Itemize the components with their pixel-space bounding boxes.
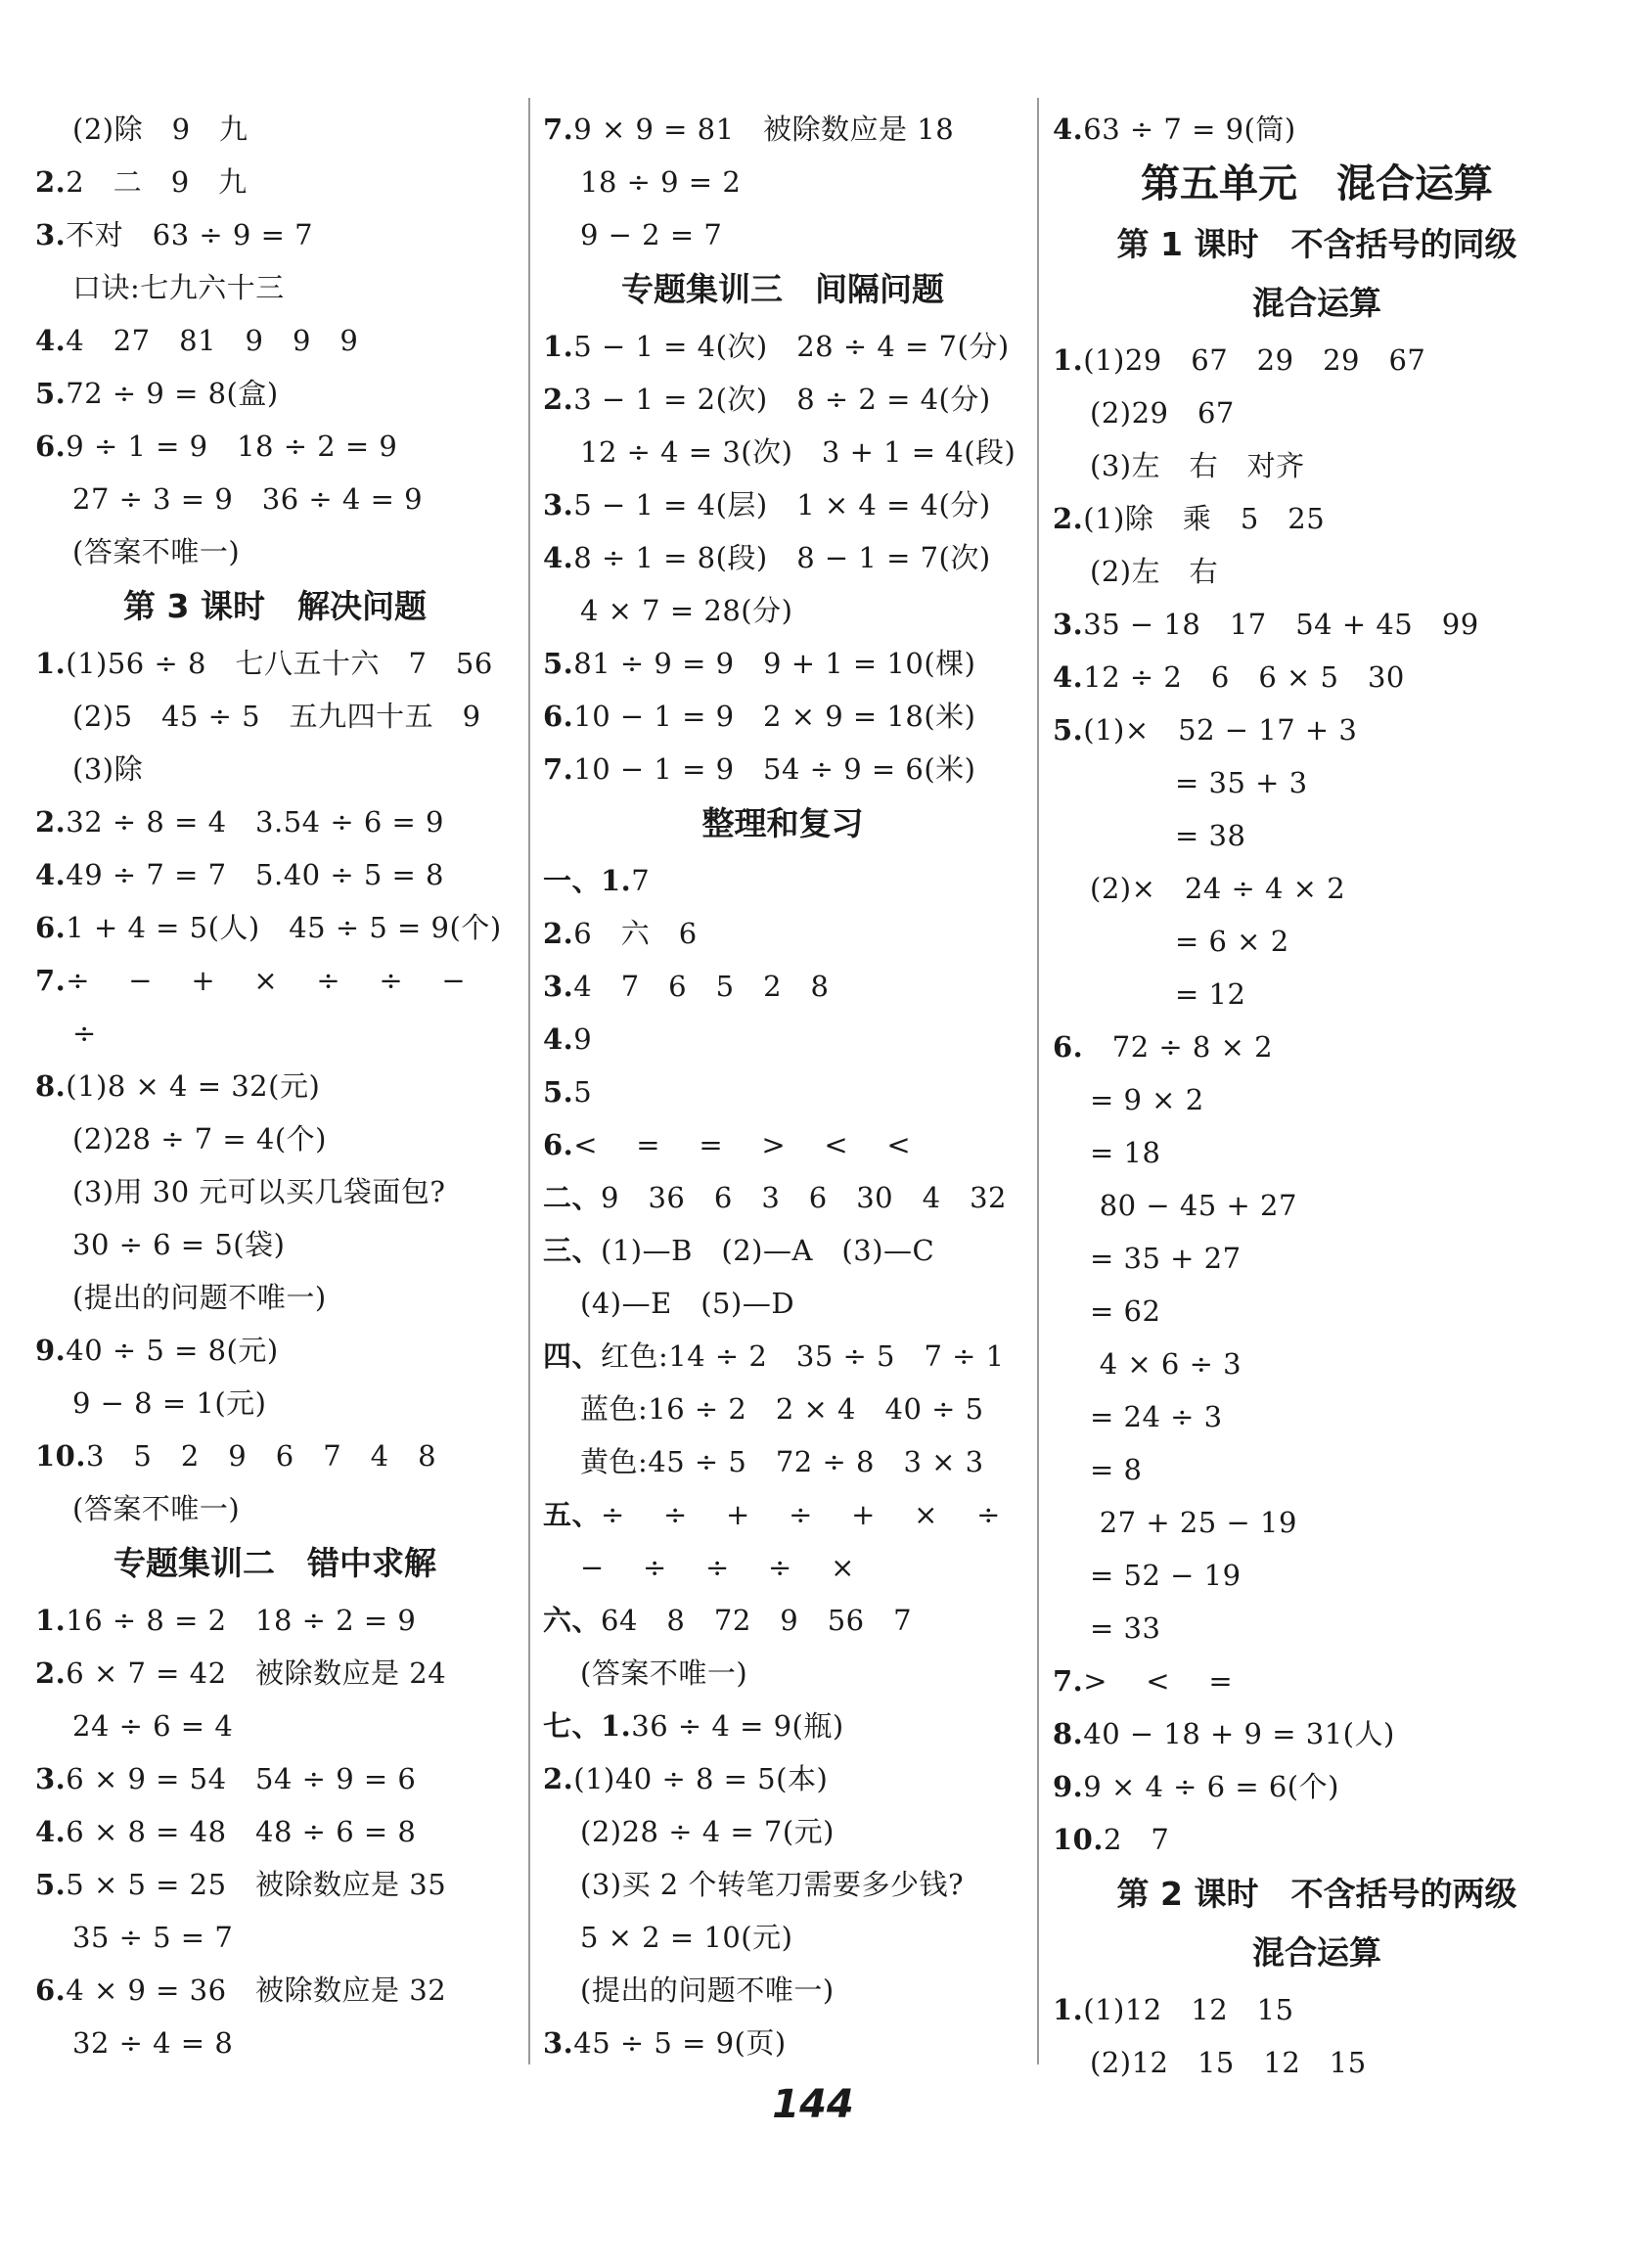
item-number: 3. bbox=[35, 1762, 67, 1795]
item-number: 4. bbox=[35, 324, 67, 357]
item-text: 6 六 6 bbox=[573, 917, 698, 950]
answer-line: (2)29 67 bbox=[1090, 396, 1235, 430]
item-number: 1. bbox=[35, 1604, 67, 1637]
answer-line: 24 ÷ 6 = 4 bbox=[72, 1709, 234, 1743]
answer-item bbox=[543, 1594, 1022, 1647]
item-number: 6. bbox=[35, 911, 67, 944]
answer-line: 18 ÷ 9 = 2 bbox=[580, 165, 742, 199]
answer-line: 30 ÷ 6 = 5(袋) bbox=[72, 1228, 286, 1261]
item-text: 10 − 1 = 9 2 × 9 = 18(米) bbox=[573, 700, 976, 733]
item-number: 5. bbox=[1053, 713, 1084, 747]
answer-line: 32 ÷ 4 = 8 bbox=[72, 2026, 234, 2060]
answer-item bbox=[1053, 651, 1581, 703]
answer-line: = 62 bbox=[1090, 1294, 1161, 1328]
answer-item bbox=[543, 1171, 1022, 1224]
item-number: 二、 bbox=[543, 1181, 602, 1214]
item-text: (1)除 乘 5 25 bbox=[1083, 502, 1326, 535]
answer-line: 27 + 25 − 19 bbox=[1090, 1506, 1297, 1539]
page-number: 144 bbox=[772, 2082, 854, 2127]
item-text: 6 × 8 = 48 48 ÷ 6 = 8 bbox=[66, 1815, 417, 1848]
answer-item bbox=[1053, 1813, 1581, 1866]
item-number: 1. bbox=[1053, 343, 1084, 377]
answer-item bbox=[543, 743, 1022, 795]
item-text: 64 8 72 9 56 7 bbox=[601, 1604, 913, 1637]
answer-line: (3)左 右 对齐 bbox=[1090, 449, 1305, 482]
item-number: 6. bbox=[1053, 1030, 1084, 1064]
answer-item bbox=[1053, 1021, 1581, 1073]
item-number: 五、 bbox=[543, 1498, 602, 1531]
item-number: 4. bbox=[1053, 660, 1084, 694]
answer-item bbox=[1053, 598, 1581, 651]
item-text: 9 bbox=[573, 1022, 593, 1056]
answer-line: 口诀:七九六十三 bbox=[72, 271, 285, 304]
item-text: 不对 63 ÷ 9 = 7 bbox=[66, 218, 314, 251]
item-number: 三、 bbox=[543, 1234, 602, 1267]
answer-line: = 35 + 27 bbox=[1090, 1242, 1242, 1275]
item-number: 5. bbox=[35, 377, 67, 410]
answer-line: ÷ bbox=[72, 1017, 97, 1050]
item-number: 一、1. bbox=[543, 864, 632, 897]
answer-item bbox=[35, 1324, 515, 1377]
answer-item bbox=[35, 156, 515, 208]
answer-item bbox=[35, 367, 515, 420]
section-heading: 第 1 课时 不含括号的同级 bbox=[1116, 225, 1517, 263]
answer-item bbox=[543, 478, 1022, 531]
item-text: 81 ÷ 9 = 9 9 + 1 = 10(棵) bbox=[573, 647, 976, 680]
answer-item bbox=[543, 1224, 1022, 1277]
item-number: 8. bbox=[1053, 1717, 1084, 1750]
item-text: 红色:14 ÷ 2 35 ÷ 5 7 ÷ 1 bbox=[601, 1339, 1005, 1373]
answer-item bbox=[543, 531, 1022, 584]
answer-line: (提出的问题不唯一) bbox=[580, 1973, 835, 2007]
answer-column-1 bbox=[35, 103, 515, 2069]
item-number: 六、 bbox=[543, 1604, 602, 1637]
item-number: 6. bbox=[35, 1973, 67, 2007]
answer-line: = 24 ÷ 3 bbox=[1090, 1400, 1223, 1433]
answer-line: (3)用 30 元可以买几袋面包? bbox=[72, 1175, 446, 1208]
item-text: 7 bbox=[631, 864, 651, 897]
item-number: 5. bbox=[543, 1075, 574, 1109]
answer-item bbox=[1053, 703, 1581, 756]
item-number: 四、 bbox=[543, 1339, 602, 1373]
answer-item bbox=[543, 1488, 1022, 1541]
item-text: 72 ÷ 9 = 8(盒) bbox=[66, 377, 279, 410]
section-heading: 专题集训二 错中求解 bbox=[113, 1544, 436, 1582]
answer-line: (2)12 15 12 15 bbox=[1090, 2046, 1367, 2079]
answer-line: 80 − 45 + 27 bbox=[1090, 1189, 1297, 1222]
column-divider-right bbox=[1037, 98, 1039, 2064]
item-text: 3 5 2 9 6 7 4 8 bbox=[85, 1439, 437, 1473]
item-text: 8 ÷ 1 = 8(段) 8 − 1 = 7(次) bbox=[573, 541, 991, 574]
item-number: 2. bbox=[1053, 502, 1084, 535]
answer-item bbox=[35, 208, 515, 261]
item-number: 10. bbox=[35, 1439, 86, 1473]
answer-line: (3)除 bbox=[72, 752, 144, 786]
answer-item bbox=[543, 103, 1022, 156]
answer-item bbox=[1053, 1760, 1581, 1813]
item-text: < = = > < < bbox=[573, 1128, 912, 1161]
answer-item bbox=[543, 1013, 1022, 1066]
answer-line: (答案不唯一) bbox=[72, 1492, 241, 1525]
item-text: 12 ÷ 2 6 6 × 5 30 bbox=[1083, 660, 1405, 694]
item-text: (1)—B (2)—A (3)—C bbox=[601, 1234, 935, 1267]
answer-item bbox=[1053, 492, 1581, 545]
item-text: 6 × 7 = 42 被除数应是 24 bbox=[66, 1656, 447, 1690]
section-heading: 混合运算 bbox=[1252, 284, 1381, 322]
item-text: 5 bbox=[573, 1075, 593, 1109]
answer-line: − ÷ ÷ ÷ × bbox=[580, 1551, 855, 1584]
item-text: > < = bbox=[1083, 1664, 1234, 1698]
answer-line: (答案不唯一) bbox=[72, 535, 241, 568]
item-text: ÷ − + × ÷ ÷ − bbox=[66, 964, 467, 997]
answer-line: (2)5 45 ÷ 5 五九四十五 9 bbox=[72, 700, 481, 733]
answer-line: = 52 − 19 bbox=[1090, 1559, 1242, 1592]
answer-line: (提出的问题不唯一) bbox=[72, 1281, 327, 1314]
item-number: 6. bbox=[35, 430, 67, 463]
answer-item bbox=[35, 1858, 515, 1911]
item-number: 4. bbox=[1053, 113, 1084, 146]
item-text: (1)29 67 29 29 67 bbox=[1083, 343, 1426, 377]
answer-item bbox=[543, 2017, 1022, 2069]
answer-item bbox=[543, 1752, 1022, 1805]
answer-line: = 35 + 3 bbox=[1175, 766, 1308, 799]
item-text: 9 ÷ 1 = 9 18 ÷ 2 = 9 bbox=[66, 430, 398, 463]
answer-line: 黄色:45 ÷ 5 72 ÷ 8 3 × 3 bbox=[580, 1445, 984, 1478]
item-text: 32 ÷ 8 = 4 3.54 ÷ 6 = 9 bbox=[66, 805, 444, 839]
answer-item bbox=[1053, 1707, 1581, 1760]
answer-item bbox=[543, 1118, 1022, 1171]
item-text: (1)× 52 − 17 + 3 bbox=[1083, 713, 1358, 747]
item-number: 4. bbox=[543, 1022, 574, 1056]
item-text: 36 ÷ 4 = 9(瓶) bbox=[631, 1709, 844, 1743]
section-heading: 混合运算 bbox=[1252, 1933, 1381, 1972]
answer-column-2 bbox=[543, 103, 1022, 2069]
item-number: 2. bbox=[543, 383, 574, 416]
item-text: 49 ÷ 7 = 7 5.40 ÷ 5 = 8 bbox=[66, 858, 444, 891]
answer-item bbox=[35, 420, 515, 473]
item-text: ÷ ÷ + ÷ + × ÷ bbox=[601, 1498, 1001, 1531]
answer-line: (2)28 ÷ 7 = 4(个) bbox=[72, 1122, 327, 1156]
answer-line: = 6 × 2 bbox=[1175, 925, 1289, 958]
item-text: 1 + 4 = 5(人) 45 ÷ 5 = 9(个) bbox=[66, 911, 502, 944]
answer-item bbox=[1053, 1983, 1581, 2036]
item-number: 3. bbox=[543, 488, 574, 522]
answer-line: 27 ÷ 3 = 9 36 ÷ 4 = 9 bbox=[72, 482, 424, 516]
item-text: 40 − 18 + 9 = 31(人) bbox=[1083, 1717, 1395, 1750]
item-number: 3. bbox=[543, 2026, 574, 2060]
answer-line: 蓝色:16 ÷ 2 2 × 4 40 ÷ 5 bbox=[580, 1392, 984, 1426]
item-text: 4 7 6 5 2 8 bbox=[573, 970, 830, 1003]
item-text: 5 − 1 = 4(次) 28 ÷ 4 = 7(分) bbox=[573, 330, 1010, 363]
item-number: 2. bbox=[35, 1656, 67, 1690]
item-number: 6. bbox=[543, 1128, 574, 1161]
answer-item bbox=[543, 637, 1022, 690]
answer-line: = 9 × 2 bbox=[1090, 1083, 1204, 1116]
item-number: 10. bbox=[1053, 1823, 1104, 1856]
answer-line: = 8 bbox=[1090, 1453, 1143, 1486]
answer-line: 4 × 7 = 28(分) bbox=[580, 594, 793, 627]
answer-item bbox=[35, 795, 515, 848]
answer-item bbox=[35, 1429, 515, 1482]
item-text: 10 − 1 = 9 54 ÷ 9 = 6(米) bbox=[573, 752, 976, 786]
item-text: 63 ÷ 7 = 9(筒) bbox=[1083, 113, 1296, 146]
answer-line: (2)左 右 bbox=[1090, 555, 1219, 588]
item-text: 3 − 1 = 2(次) 8 ÷ 2 = 4(分) bbox=[573, 383, 991, 416]
answer-line: = 38 bbox=[1175, 819, 1246, 852]
item-text: 72 ÷ 8 × 2 bbox=[1083, 1030, 1274, 1064]
section-heading: 第五单元 混合运算 bbox=[1141, 161, 1493, 206]
item-text: 9 36 6 3 6 30 4 32 bbox=[601, 1181, 1007, 1214]
answer-item bbox=[543, 1066, 1022, 1118]
item-number: 6. bbox=[543, 700, 574, 733]
answer-item bbox=[543, 690, 1022, 743]
item-number: 4. bbox=[35, 858, 67, 891]
answer-item bbox=[543, 1330, 1022, 1383]
item-text: 4 × 9 = 36 被除数应是 32 bbox=[66, 1973, 447, 2007]
answer-line: (答案不唯一) bbox=[580, 1656, 748, 1690]
item-text: 16 ÷ 8 = 2 18 ÷ 2 = 9 bbox=[66, 1604, 417, 1637]
item-number: 3. bbox=[543, 970, 574, 1003]
item-text: 6 × 9 = 54 54 ÷ 9 = 6 bbox=[66, 1762, 417, 1795]
item-text: 5 − 1 = 4(层) 1 × 4 = 4(分) bbox=[573, 488, 991, 522]
item-text: 45 ÷ 5 = 9(页) bbox=[573, 2026, 787, 2060]
answer-line: (2)除 9 九 bbox=[72, 113, 248, 146]
answer-item bbox=[35, 1805, 515, 1858]
answer-line: (4)—E (5)—D bbox=[580, 1287, 795, 1320]
item-text: (1)56 ÷ 8 七八五十六 7 56 bbox=[66, 647, 493, 680]
item-number: 5. bbox=[35, 1868, 67, 1901]
answer-item bbox=[35, 848, 515, 901]
answer-item bbox=[35, 1060, 515, 1112]
answer-item bbox=[543, 960, 1022, 1013]
section-heading: 第 3 课时 解决问题 bbox=[123, 587, 427, 625]
item-number: 7. bbox=[1053, 1664, 1084, 1698]
section-heading: 专题集训三 间隔问题 bbox=[621, 270, 944, 308]
item-text: 9 × 4 ÷ 6 = 6(个) bbox=[1083, 1770, 1339, 1803]
answer-line: 9 − 2 = 7 bbox=[580, 218, 723, 251]
item-text: 35 − 18 17 54 + 45 99 bbox=[1083, 608, 1479, 641]
answer-item bbox=[1053, 103, 1581, 156]
item-number: 1. bbox=[35, 647, 67, 680]
item-number: 9. bbox=[1053, 1770, 1084, 1803]
answer-column-3 bbox=[1053, 103, 1581, 2089]
answer-item bbox=[35, 954, 515, 1007]
answer-item bbox=[35, 1964, 515, 2017]
answer-line: (2)× 24 ÷ 4 × 2 bbox=[1090, 872, 1346, 905]
item-number: 2. bbox=[35, 165, 67, 199]
item-number: 8. bbox=[35, 1069, 67, 1103]
item-number: 7. bbox=[543, 113, 574, 146]
answer-item bbox=[35, 1752, 515, 1805]
answer-item bbox=[1053, 334, 1581, 386]
answer-item bbox=[35, 1594, 515, 1647]
section-heading: 第 2 课时 不含括号的两级 bbox=[1116, 1875, 1517, 1913]
answer-line: 9 − 8 = 1(元) bbox=[72, 1386, 267, 1420]
item-text: (1)40 ÷ 8 = 5(本) bbox=[573, 1762, 829, 1795]
item-number: 3. bbox=[1053, 608, 1084, 641]
item-number: 7. bbox=[543, 752, 574, 786]
item-number: 1. bbox=[1053, 1993, 1084, 2026]
answer-item bbox=[35, 901, 515, 954]
item-number: 2. bbox=[35, 805, 67, 839]
item-number: 2. bbox=[543, 1762, 574, 1795]
item-number: 1. bbox=[543, 330, 574, 363]
answer-line: = 33 bbox=[1090, 1611, 1161, 1645]
answer-line: 35 ÷ 5 = 7 bbox=[72, 1921, 234, 1954]
answer-line: = 18 bbox=[1090, 1136, 1161, 1169]
answer-item bbox=[543, 1700, 1022, 1752]
answer-item bbox=[35, 314, 515, 367]
item-text: (1)8 × 4 = 32(元) bbox=[66, 1069, 321, 1103]
item-number: 9. bbox=[35, 1334, 67, 1367]
answer-line: 4 × 6 ÷ 3 bbox=[1090, 1347, 1242, 1381]
answer-item bbox=[1053, 1655, 1581, 1707]
item-text: 2 7 bbox=[1103, 1823, 1170, 1856]
answer-item bbox=[543, 854, 1022, 907]
answer-line: = 12 bbox=[1175, 977, 1246, 1011]
section-heading: 整理和复习 bbox=[701, 804, 864, 842]
answer-line: (3)买 2 个转笔刀需要多少钱? bbox=[580, 1868, 965, 1901]
item-text: (1)12 12 15 bbox=[1083, 1993, 1294, 2026]
answer-line: (2)28 ÷ 4 = 7(元) bbox=[580, 1815, 835, 1848]
item-number: 4. bbox=[543, 541, 574, 574]
item-text: 4 27 81 9 9 9 bbox=[66, 324, 359, 357]
answer-item bbox=[35, 1647, 515, 1700]
answer-line: 12 ÷ 4 = 3(次) 3 + 1 = 4(段) bbox=[580, 435, 1016, 469]
item-number: 3. bbox=[35, 218, 67, 251]
item-number: 7. bbox=[35, 964, 67, 997]
item-text: 40 ÷ 5 = 8(元) bbox=[66, 1334, 279, 1367]
item-number: 5. bbox=[543, 647, 574, 680]
item-number: 2. bbox=[543, 917, 574, 950]
item-number: 4. bbox=[35, 1815, 67, 1848]
item-text: 5 × 5 = 25 被除数应是 35 bbox=[66, 1868, 447, 1901]
answer-item bbox=[35, 637, 515, 690]
item-number: 七、1. bbox=[543, 1709, 632, 1743]
item-text: 2 二 9 九 bbox=[66, 165, 248, 199]
item-text: 9 × 9 = 81 被除数应是 18 bbox=[573, 113, 955, 146]
column-divider-left bbox=[528, 98, 530, 2064]
answer-item bbox=[543, 373, 1022, 426]
answer-item bbox=[543, 320, 1022, 373]
answer-line: 5 × 2 = 10(元) bbox=[580, 1921, 793, 1954]
answer-item bbox=[543, 907, 1022, 960]
